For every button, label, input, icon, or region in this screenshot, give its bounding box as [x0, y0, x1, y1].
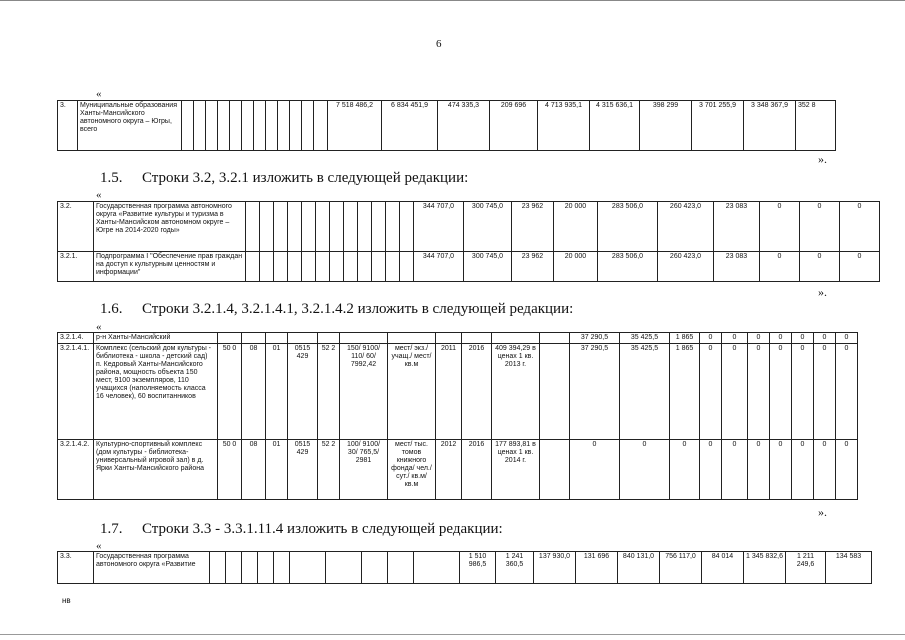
cell-value: 0 — [800, 202, 840, 252]
cell-value: 0 — [670, 440, 700, 500]
page-number: 6 — [436, 38, 442, 50]
section-heading-1-5 — [100, 170, 468, 187]
top-edge-line — [0, 0, 905, 1]
row-number: 3. — [58, 101, 78, 151]
cell-unit: мест/ экз./ учащ./ мест/ кв.м — [388, 344, 436, 440]
cell-code: 01 — [266, 344, 288, 440]
cell-value: 398 299 — [640, 101, 692, 151]
row-number: 3.2.1.4.1. — [58, 344, 94, 440]
open-quote: « — [96, 189, 102, 201]
table-program-3-2 — [57, 201, 880, 282]
table-municipal — [57, 100, 836, 151]
cell-value: 0 — [800, 252, 840, 282]
cell-value: 0 — [700, 333, 722, 344]
table-row — [58, 344, 858, 440]
close-quote: ». — [818, 152, 827, 166]
cell-year-end: 2016 — [462, 440, 492, 500]
cell-value: 0 — [748, 344, 770, 440]
cell-value: 4 315 636,1 — [590, 101, 640, 151]
cell-value: 352 8 — [796, 101, 836, 151]
cell-value: 0 — [836, 344, 858, 440]
section-text: Строки 3.3 - 3.3.1.11.4 изложить в следующей редакции: — [142, 521, 503, 537]
cell-value: 35 425,5 — [620, 344, 670, 440]
cell-value: 283 506,0 — [598, 202, 658, 252]
cell-value: 0 — [836, 440, 858, 500]
cell-value: 6 834 451,9 — [382, 101, 438, 151]
row-name: Комплекс (сельский дом культуры - библиотека - школа - детский сад) п. Кедровый Ханты-Мансийского района, мощность объекта 150 мест, 9100 экземпляров, 110 учащихся (наполняемость класса 16 человек), 60 воспитанников — [94, 344, 218, 440]
cell-value: 0 — [770, 440, 792, 500]
cell-value: 3 348 367,9 — [744, 101, 796, 151]
cell-value: 1 865 — [670, 344, 700, 440]
row-name: Государственная программа автономного округа «Развитие культуры и туризма в Ханты-Мансийском автономном округе – Югре на 2014-2020 годы» — [94, 202, 246, 252]
cell-value: 37 290,5 — [570, 333, 620, 344]
cell-value: 0 — [700, 344, 722, 440]
table-program-3-3 — [57, 551, 872, 584]
cell-value: 23 083 — [714, 202, 760, 252]
cell-code: 52 2 — [318, 440, 340, 500]
cell-value: 0 — [722, 333, 748, 344]
row-name: Культурно-спортивный комплекс (дом культуры - библиотека-универсальный игровой зал) в д. Ярки Ханты-Мансийского района — [94, 440, 218, 500]
cell-unit: мест/ тыс. томов книжного фонда/ чел./ сут./ кв.м/ кв.м — [388, 440, 436, 500]
row-number: 3.2.1.4. — [58, 333, 94, 344]
cell-value: 474 335,3 — [438, 101, 490, 151]
table-row — [58, 252, 880, 282]
row-number: 3.2. — [58, 202, 94, 252]
cell-value: 840 131,0 — [618, 552, 660, 584]
table-objects-3-2-1-4 — [57, 332, 858, 500]
cell-value: 1 865 — [670, 333, 700, 344]
row-name: Муниципальные образования Ханты-Мансийского автономного округа – Югры, всего — [78, 101, 182, 151]
cell-value: 0 — [700, 440, 722, 500]
cell-value: 260 423,0 — [658, 252, 714, 282]
section-text: Строки 3.2, 3.2.1 изложить в следующей редакции: — [142, 170, 469, 186]
cell-value: 1 241 360,5 — [496, 552, 534, 584]
cell-value: 0 — [792, 440, 814, 500]
table-row — [58, 202, 880, 252]
cell-value: 0 — [722, 440, 748, 500]
cell-code: 08 — [242, 344, 266, 440]
cell-value: 0 — [722, 344, 748, 440]
cell-value: 131 696 — [576, 552, 618, 584]
cell-value: 20 000 — [554, 202, 598, 252]
table-row — [58, 552, 872, 584]
open-quote: « — [96, 321, 102, 333]
section-number: 1.5. — [100, 170, 123, 186]
cell-year-start: 2011 — [436, 344, 462, 440]
close-quote: ». — [818, 505, 827, 519]
row-number: 3.3. — [58, 552, 94, 584]
cell-code: 50 0 — [218, 440, 242, 500]
cell-value: 300 745,0 — [464, 252, 512, 282]
row-number: 3.2.1.4.2. — [58, 440, 94, 500]
section-text: Строки 3.2.1.4, 3.2.1.4.1, 3.2.1.4.2 изложить в следующей редакции: — [142, 301, 574, 317]
cell-value: 37 290,5 — [570, 344, 620, 440]
cell-capacity: 150/ 9100/ 110/ 60/ 7992,42 — [340, 344, 388, 440]
cell-cost: 177 893,81 в ценах 1 кв. 2014 г. — [492, 440, 540, 500]
cell-value: 23 083 — [714, 252, 760, 282]
open-quote: « — [96, 88, 102, 100]
cell-year-end: 2016 — [462, 344, 492, 440]
cell-value: 0 — [836, 333, 858, 344]
section-heading-1-6 — [100, 301, 573, 318]
cell-year-start: 2012 — [436, 440, 462, 500]
cell-value: 0 — [770, 333, 792, 344]
cell-value: 0 — [770, 344, 792, 440]
cell-code: 52 2 — [318, 344, 340, 440]
row-name: Государственная программа автономного округа «Развитие — [94, 552, 210, 584]
row-name: р-н Ханты-Мансийский — [94, 333, 218, 344]
cell-value: 0 — [748, 440, 770, 500]
cell-value: 344 707,0 — [414, 252, 464, 282]
cell-value: 1 510 986,5 — [460, 552, 496, 584]
cell-value: 20 000 — [554, 252, 598, 282]
table-row — [58, 101, 836, 151]
cell-value: 35 425,5 — [620, 333, 670, 344]
cell-value: 0 — [840, 202, 880, 252]
bottom-edge-line — [0, 634, 905, 635]
cell-value: 0 — [760, 202, 800, 252]
cell-value: 137 930,0 — [534, 552, 576, 584]
cell-value: 84 014 — [702, 552, 744, 584]
cell-value: 134 583 — [826, 552, 872, 584]
cell-capacity: 100/ 9100/ 30/ 765,5/ 2981 — [340, 440, 388, 500]
cell-value: 0 — [814, 440, 836, 500]
cell-code: 50 0 — [218, 344, 242, 440]
cell-value: 0 — [620, 440, 670, 500]
table-row — [58, 333, 858, 344]
close-quote: ». — [818, 285, 827, 299]
section-number: 1.7. — [100, 521, 123, 537]
cell-value: 7 518 486,2 — [328, 101, 382, 151]
cell-code: 08 — [242, 440, 266, 500]
cell-value: 1 345 832,6 — [744, 552, 786, 584]
cell-value: 260 423,0 — [658, 202, 714, 252]
open-quote: « — [96, 540, 102, 552]
cell-value: 300 745,0 — [464, 202, 512, 252]
cell-value: 0 — [840, 252, 880, 282]
cell-value: 0 — [814, 333, 836, 344]
cell-cost: 409 394,29 в ценах 1 кв. 2013 г. — [492, 344, 540, 440]
cell-code: 0515 429 — [288, 440, 318, 500]
cell-value: 344 707,0 — [414, 202, 464, 252]
cell-value: 0 — [814, 344, 836, 440]
cell-value: 23 962 — [512, 252, 554, 282]
table-row — [58, 440, 858, 500]
cell-value: 0 — [570, 440, 620, 500]
section-heading-1-7 — [100, 521, 503, 538]
cell-value: 1 211 249,6 — [786, 552, 826, 584]
cell-code: 01 — [266, 440, 288, 500]
cell-value: 3 701 255,9 — [692, 101, 744, 151]
cell-value: 0 — [748, 333, 770, 344]
row-number: 3.2.1. — [58, 252, 94, 282]
footer-note: нв — [62, 596, 71, 605]
cell-value: 23 962 — [512, 202, 554, 252]
cell-value: 0 — [792, 344, 814, 440]
cell-value: 756 117,0 — [660, 552, 702, 584]
section-number: 1.6. — [100, 301, 123, 317]
cell-value: 283 506,0 — [598, 252, 658, 282]
row-name: Подпрограмма I "Обеспечение прав граждан на доступ к культурным ценностям и информации" — [94, 252, 246, 282]
cell-code: 0515 429 — [288, 344, 318, 440]
cell-value: 4 713 935,1 — [538, 101, 590, 151]
cell-value: 209 696 — [490, 101, 538, 151]
cell-value: 0 — [792, 333, 814, 344]
cell-value: 0 — [760, 252, 800, 282]
